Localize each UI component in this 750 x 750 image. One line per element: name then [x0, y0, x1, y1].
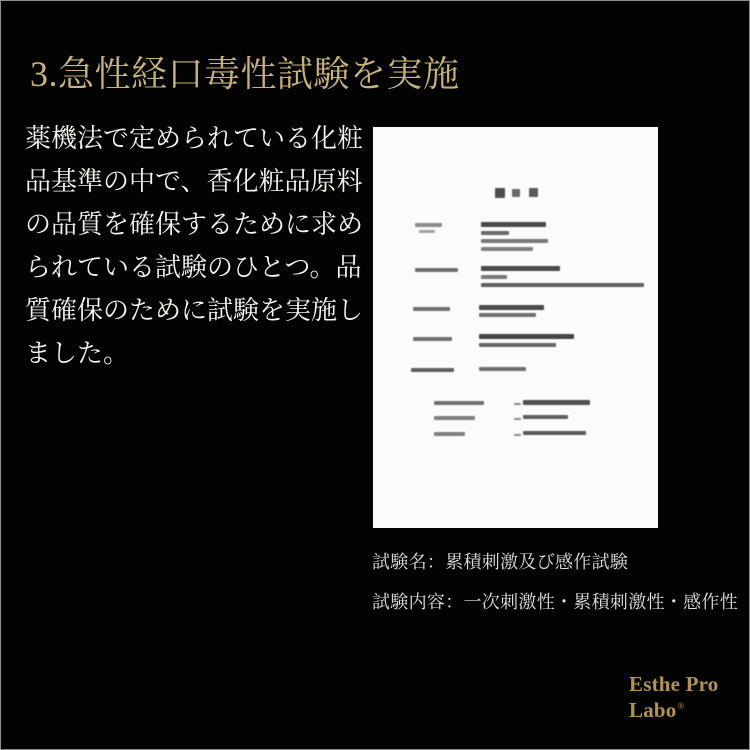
blurred-report-content — [373, 127, 658, 528]
caption-test-content: 試験内容：一次刺激性・累積刺激性・感作性 — [372, 592, 738, 612]
logo-line-1: Esthe Pro — [629, 672, 719, 696]
caption-test-name: 試験名：累積刺激及び感作試験 — [372, 552, 629, 572]
page-title: 3.急性経口毒性試験を実施 — [30, 54, 460, 94]
description-text: 薬機法で定められている化粧 品基準の中で、香化粧品原料 の品質を確保するために求め られている試験のひとつ。品 質確保のために試験を実施し ました。 — [25, 123, 364, 368]
logo-labo-text: Labo — [629, 698, 677, 722]
brand-logo — [629, 673, 719, 721]
registered-trademark-icon: ® — [677, 701, 685, 711]
test-report-image — [373, 127, 658, 528]
logo-line-2 — [629, 695, 719, 721]
